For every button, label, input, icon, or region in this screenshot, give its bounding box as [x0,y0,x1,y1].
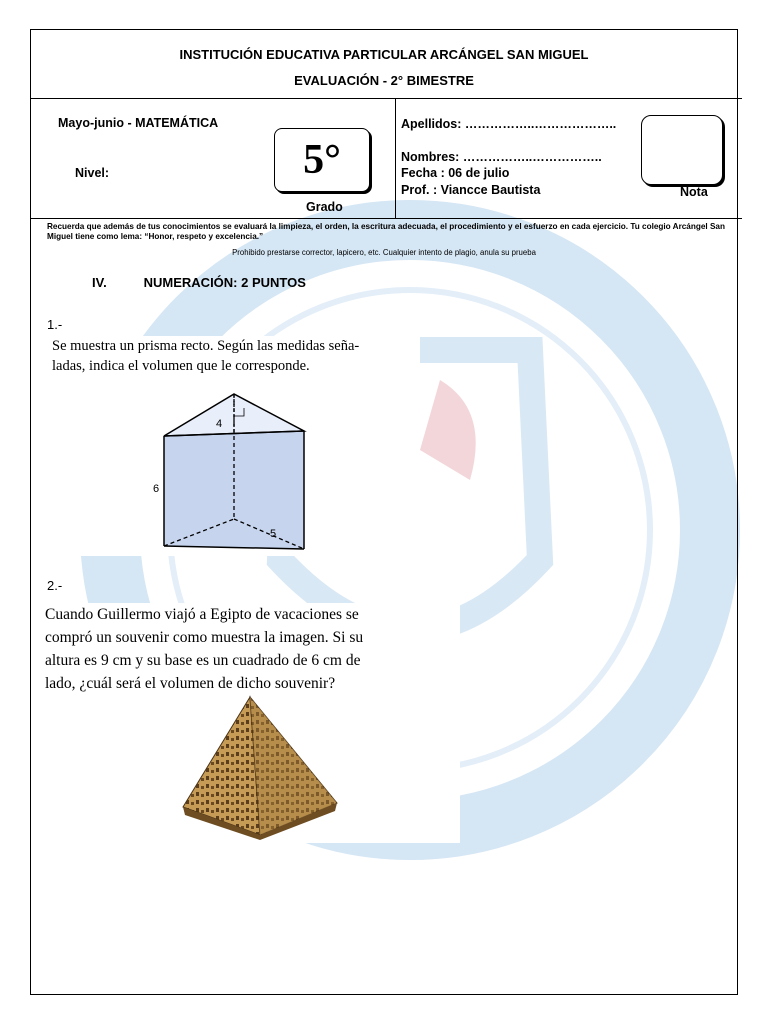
grade-label: Grado [306,200,343,214]
period-subject: Mayo-junio - MATEMÁTICA [58,116,219,130]
info-bottom-border [30,218,742,219]
school-name: INSTITUCIÓN EDUCATIVA PARTICULAR ARCÁNGEL SAN MIGUEL [179,47,589,62]
question-2-line-3: altura es 9 cm y su base es un cuadrado de 6 cm de [45,652,361,669]
prism-height-dimension: 6 [153,483,160,495]
question-1-line-1: Se muestra un prisma recto. Según las medidas seña- [52,338,360,354]
section-heading: NUMERACIÓN: 2 PUNTOS [143,275,306,290]
question-1-line-2: ladas, indica el volumen que le corresponde. [52,358,310,374]
pyramid-souvenir-image [165,695,355,840]
exam-title: EVALUACIÓN - 2° BIMESTRE [294,73,474,88]
grade-value: 5° [303,137,341,183]
triangular-prism-figure [144,386,344,556]
question-2-line-1: Cuando Guillermo viajó a Egipto de vacaciones se [45,606,359,623]
nota-box[interactable] [641,115,723,185]
nota-label: Nota [680,185,708,199]
info-divider [395,98,396,218]
question-2-panel [45,603,460,843]
question-2-number: 2.- [47,578,63,593]
question-1-panel [44,336,420,556]
section-number: IV. [92,275,107,290]
question-2-line-2: compró un souvenir como muestra la imagen. Si su [45,629,364,646]
prism-top-dimension: 4 [216,418,223,430]
nivel-label: Nivel: [75,166,110,180]
info-top-border [30,98,742,99]
prism-base-dimension: 5 [270,528,277,540]
grade-box [274,128,370,192]
prohibited-note: Prohibido prestarse corrector, lapicero, etc. Cualquier intento de plagio, anula su prueba [232,248,536,257]
apellidos-field[interactable]: Apellidos: ……………..……………….. [401,117,617,131]
prof-field: Prof. : Viancce Bautista [401,183,541,197]
evaluation-reminder: Recuerda que además de tus conocimientos se evaluará la limpieza, el orden, la escritura adecuada, el procedimiento y el esfuerzo en cada ejercicio. Tu colegio Arcángel San Miguel tiene como lema: “Honor, respeto y excelencia.” [47,222,725,241]
nombres-field[interactable]: Nombres: ……………..…………….. [401,150,602,164]
fecha-field: Fecha : 06 de julio [401,166,510,180]
question-1-number: 1.- [47,317,63,332]
question-2-line-4: lado, ¿cuál será el volumen de dicho souvenir? [45,675,336,692]
section-title [92,275,306,290]
